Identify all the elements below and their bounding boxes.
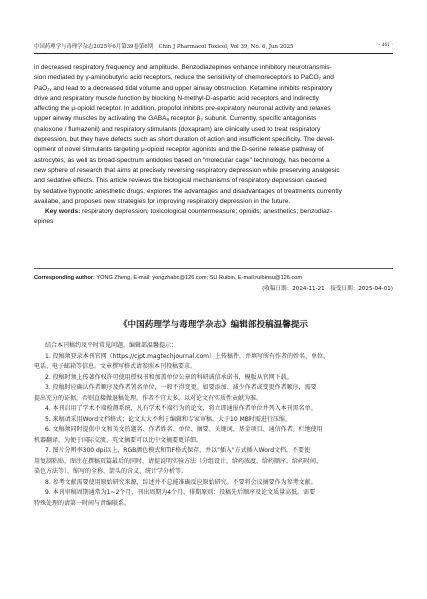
notice-line: 用复制粘贴，图注在撰稿页篇最后的同时，请提说明实验方法（分组设计，给药浓度，给药顺序，给药时间， — [34, 457, 323, 465]
abstract-line: and sedative effects. This article reviews the biological mechanisms of respiratory depression caused — [34, 177, 327, 185]
notice-line: 染色方法等）、缩写的全称、箭头的含义、统计学分析等。 — [34, 468, 188, 475]
abstract-line: upper airway muscles by activating the GABAₐ receptor β₃ subunit. Currently, specific antagonists — [34, 115, 317, 123]
notice-line: 1. 投稿须登录本刊官网（https://cjpt.magtechjournal.com）上传稿件，并填写所有作者的姓名、单位、 — [45, 352, 330, 360]
abstract-line: astrocytes, as well as broad-spectrum antidotes based on "molecular cage" technology, has become a — [34, 156, 330, 164]
journal-citation: 中国药理学与毒理学杂志2025年6月第39卷第6期 Chin J Pharmacol Toxicol, Vol 39, No. 6, Jun 2025 — [34, 44, 294, 50]
abstract-line: in decreased respiratory frequency and amplitude. Benzodiazepines enhance inhibitory neurotransmis- — [34, 64, 332, 71]
notice-line: 8. 参考文献需要使用原始研究来源，综述并不总能准确反应原始研究。不要将会议摘要作为参考文献。 — [45, 478, 317, 486]
notice-line: 提出充分的证据，否则直接做退稿处理。作者不宜太多，以对论文有实质性贡献为准。 — [34, 394, 263, 402]
notice-line: 4. 本刊启用了学术不端检测系统，凡有学术不端行为的论文，将立即通报作者单位并列入本刊黑名单。 — [45, 405, 317, 412]
notice-line: 2. 投稿时须上传著作权许可使用授权书和加盖单位公章的科研诚信承诺书，模版从官网下载。 — [45, 373, 293, 381]
notice-line: 机器翻译，为便于国际交流，英文摘要可以比中文摘要更详细。 — [34, 436, 203, 444]
abstract-line: drive and respiratory muscle function by blocking N-methyl-D-aspartic acid receptors and indirectly — [34, 94, 319, 102]
abstract-line: opment of novel stimulants targeting μ-opioid receptor agonists and the D-serine release pathway of — [34, 146, 324, 154]
notice-line: 特殊处理的请第一时间与责编联系。 — [34, 499, 131, 507]
page-number: · 461 · — [378, 42, 393, 48]
notice-line: 6. 文稿须同时提供中文和英文的题名、作者姓名、单位、摘要、关键词、基金项目、通信作者。栏地使用 — [45, 426, 323, 433]
english-abstract — [34, 63, 394, 228]
notice-body — [34, 341, 394, 509]
abstract-line: new sphere of research that aims at precisely reversing respiratory depression while preserving analgesic — [34, 166, 340, 174]
abstract-line: PaO₂, and lead to a decreased tidal volume and upper airway obstruction. Ketamine inhibits respiratory — [34, 84, 333, 92]
abstract-line: availabe, and proposes new strategies for improving respiratory depression in the future. — [34, 197, 291, 205]
notice-line: 结合本刊稿约及平时常见问题，编辑部温馨提示： — [45, 342, 178, 349]
header-divider — [34, 53, 393, 54]
abstract-line: (naloxone / flumazenil) and respiratory stimulants (doxapram) are clinically used to treat respiratory — [34, 125, 321, 133]
keywords-label: Key words: — [45, 208, 81, 216]
abstract-line: sion mediated by γ-aminobutyric acid receptors, reduce the sensitivity of chemoreceptors to PaCO₂ and — [34, 74, 334, 82]
keywords-text: respiratory depression; toxicological countermeasure; opioids; anesthetics; benzodiaz- — [80, 208, 333, 216]
correspondence — [34, 274, 394, 283]
abstract-line: affecting the μ-opioid receptor. In addition, propofol inhibits pre-expiratory neuronal activity and relaxes — [34, 105, 331, 113]
received-accepted-dates: (收稿日期：2024-11-21 接受日期：2025-04-01) — [262, 286, 393, 292]
correspondence-label: Corresponding author: — [34, 275, 95, 281]
running-header — [34, 42, 393, 52]
keywords — [34, 207, 394, 217]
abstract-line: depression, but they have defects such as short duration of action and insufficient specificity. The devel- — [34, 136, 335, 144]
notice-line: 3. 投稿时应确认作者顺序及作者署名单位，一般不得变更。如要添加、减少作者或变更作者顺序，需要 — [45, 384, 317, 391]
keywords-continued: epines — [34, 218, 54, 226]
abstract-line: by sedative hypnotic anesthetic drugs, explores the advantages and disadvantages of treatments currently — [34, 187, 342, 195]
notice-line: 7. 图片分辨率300 dpi以上，RGB颜色模式和TIF格式保存，并以"插入"方式插入Word文档，不要使 — [45, 447, 311, 454]
correspondence-text: YONG Zheng, E-mail: yongzhabc@126.com; SU Ruibin, E-mail:ruibinsu@126.com — [94, 275, 303, 281]
notice-line: 电话、电子邮箱等信息。文章撰写格式请参照本刊投稿要求。 — [34, 363, 197, 370]
notice-line: 5. 来稿请采用Word文档格式；论文太大不利于编辑和专家审稿，大于10 MB时需进行压缩。 — [45, 415, 291, 423]
notice-title: 《中国药理学与毒理学杂志》编辑部投稿温馨提示 — [118, 320, 309, 330]
section-divider — [34, 268, 393, 269]
notice-line: 9. 本刊审稿周期通常为1~2个月，刊出周期为4个月，排期原则：投稿先后顺序及论文质量高低。需要 — [45, 489, 316, 496]
